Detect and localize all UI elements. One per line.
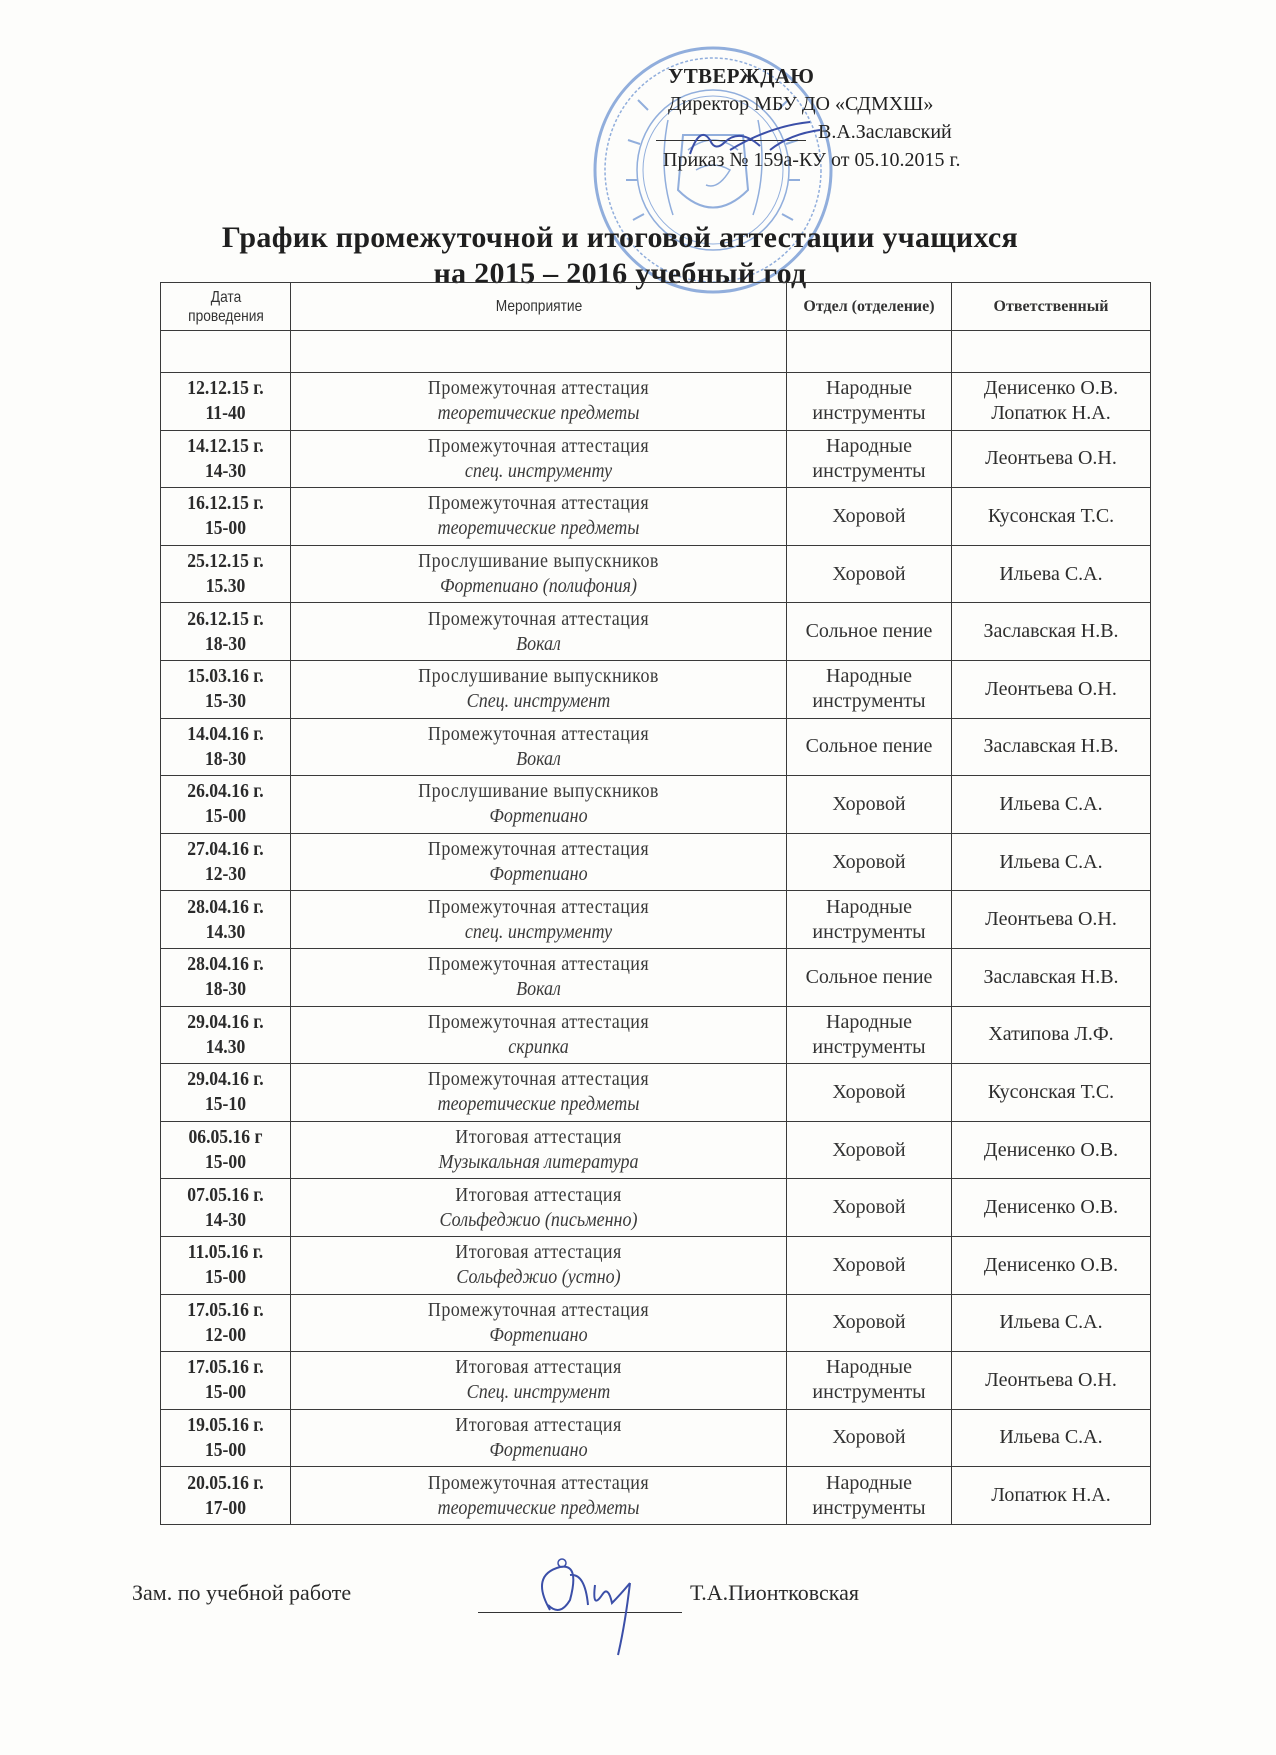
cell-date (161, 1352, 291, 1410)
cell-responsible: Заславская Н.В. (952, 718, 1151, 776)
table-row (161, 603, 1151, 661)
cell-date (161, 1236, 291, 1294)
cell-responsible: Леонтьева О.Н. (952, 660, 1151, 718)
cell-date (161, 1294, 291, 1352)
time-value: 14-30 (204, 459, 247, 482)
cell-department: Народные инструменты (787, 430, 952, 488)
cell-department: Хоровой (787, 1121, 952, 1179)
date-value: 29.04.16 г. (187, 1010, 264, 1033)
cell-responsible: Заславская Н.В. (952, 603, 1151, 661)
cell-date (161, 1467, 291, 1525)
title-line-1: График промежуточной и итоговой аттестации учащихся (221, 221, 1019, 254)
cell-department: Народные инструменты (787, 1352, 952, 1410)
time-value: 12-00 (204, 1323, 247, 1346)
table-row (161, 373, 1151, 431)
date-value: 17.05.16 г. (187, 1298, 264, 1321)
header-department: Отдел (отделение) (787, 283, 952, 331)
time-value: 14.30 (205, 920, 246, 943)
event-subject: Фортепиано (489, 1438, 588, 1461)
director-signature-row (668, 118, 1028, 146)
cell-event (291, 776, 787, 834)
cell-event (291, 488, 787, 546)
cell-date (161, 1064, 291, 1122)
cell-event (291, 1064, 787, 1122)
event-kind: Итоговая аттестация (455, 1413, 622, 1436)
event-subject: Вокал (516, 747, 561, 770)
event-kind: Промежуточная аттестация (427, 722, 650, 745)
cell-date (161, 891, 291, 949)
table-row (161, 430, 1151, 488)
table-row (161, 891, 1151, 949)
date-value: 16.12.15 г. (187, 492, 264, 515)
table-row (161, 718, 1151, 776)
date-value: 20.05.16 г. (187, 1471, 264, 1494)
cell-responsible: Денисенко О.В. (952, 1179, 1151, 1237)
time-value: 15-00 (204, 1266, 247, 1289)
date-value: 06.05.16 г (188, 1126, 263, 1149)
event-subject: Фортепиано (489, 863, 588, 886)
cell-event (291, 430, 787, 488)
director-name: В.А.Заславский (818, 121, 952, 143)
event-kind: Промежуточная аттестация (427, 1471, 650, 1494)
table-row (161, 776, 1151, 834)
cell-date (161, 430, 291, 488)
date-value: 07.05.16 г. (187, 1183, 264, 1206)
table-row (161, 1006, 1151, 1064)
event-subject: спец. инструменту (464, 459, 613, 482)
time-value: 15-00 (204, 1438, 247, 1461)
time-value: 15-00 (204, 805, 247, 828)
deputy-signature (500, 1555, 700, 1665)
event-kind: Промежуточная аттестация (427, 492, 650, 515)
header-responsible: Ответственный (952, 283, 1151, 331)
cell-date (161, 488, 291, 546)
date-value: 19.05.16 г. (187, 1413, 264, 1436)
event-subject: Сольфеджио (письменно) (439, 1208, 638, 1231)
event-subject: теоретические предметы (437, 1496, 640, 1519)
cell-department: Народные инструменты (787, 373, 952, 431)
time-value: 14-30 (204, 1208, 247, 1231)
deputy-position: Зам. по учебной работе (132, 1580, 352, 1605)
table-row (161, 488, 1151, 546)
cell-responsible: Ильева С.А. (952, 776, 1151, 834)
time-value: 18-30 (204, 978, 247, 1001)
cell-event (291, 891, 787, 949)
signature-line (656, 140, 806, 141)
cell-responsible: Леонтьева О.Н. (952, 1352, 1151, 1410)
cell-department: Народные инструменты (787, 1467, 952, 1525)
cell-date (161, 948, 291, 1006)
cell-department: Народные инструменты (787, 891, 952, 949)
table-row (161, 1409, 1151, 1467)
event-subject: скрипка (508, 1035, 569, 1058)
cell-date (161, 1006, 291, 1064)
event-kind: Прослушивание выпускников (418, 780, 659, 803)
deputy-signature-line (478, 1612, 682, 1613)
cell-responsible: Кусонская Т.С. (952, 488, 1151, 546)
date-value: 14.04.16 г. (187, 722, 264, 745)
cell-department: Сольное пение (787, 948, 952, 1006)
deputy-name: Т.А.Пионтковская (690, 1580, 860, 1605)
cell-department: Хоровой (787, 488, 952, 546)
cell-event (291, 545, 787, 603)
cell-date (161, 373, 291, 431)
cell-responsible: Денисенко О.В. Лопатюк Н.А. (952, 373, 1151, 431)
cell-department: Хоровой (787, 1294, 952, 1352)
cell-department: Сольное пение (787, 603, 952, 661)
date-value: 11.05.16 г. (187, 1241, 264, 1264)
director-position: Директор МБУ ДО «СДМХШ» (668, 93, 934, 115)
title-line-2: на 2015 – 2016 учебный год (433, 257, 807, 290)
cell-responsible: Денисенко О.В. (952, 1121, 1151, 1179)
event-kind: Промежуточная аттестация (427, 953, 650, 976)
date-value: 15.03.16 г. (187, 665, 264, 688)
time-value: 18-30 (204, 632, 247, 655)
header-event: Мероприятие (325, 283, 752, 331)
cell-responsible: Заславская Н.В. (952, 948, 1151, 1006)
cell-event (291, 1467, 787, 1525)
cell-date (161, 776, 291, 834)
table-row (161, 660, 1151, 718)
time-value: 17-00 (204, 1496, 247, 1519)
approval-heading: УТВЕРЖДАЮ (668, 64, 815, 88)
table-row (161, 1467, 1151, 1525)
table-row (161, 833, 1151, 891)
date-value: 26.12.15 г. (187, 607, 264, 630)
table-row (161, 1294, 1151, 1352)
time-value: 15-30 (204, 690, 247, 713)
date-value: 28.04.16 г. (187, 895, 264, 918)
cell-event (291, 1409, 787, 1467)
cell-event (291, 1352, 787, 1410)
table-row (161, 1179, 1151, 1237)
cell-responsible: Ильева С.А. (952, 1294, 1151, 1352)
time-value: 15-10 (204, 1093, 247, 1116)
time-value: 11-40 (205, 402, 246, 425)
event-kind: Итоговая аттестация (455, 1126, 622, 1149)
cell-date (161, 545, 291, 603)
table-row (161, 1064, 1151, 1122)
cell-responsible: Ильева С.А. (952, 833, 1151, 891)
cell-date (161, 718, 291, 776)
table-row (161, 1236, 1151, 1294)
date-value: 26.04.16 г. (187, 780, 264, 803)
event-subject: Вокал (516, 632, 561, 655)
cell-responsible: Денисенко О.В. (952, 1236, 1151, 1294)
cell-department: Хоровой (787, 1236, 952, 1294)
header-date: Дата проведения (170, 283, 282, 331)
cell-department: Хоровой (787, 776, 952, 834)
event-subject: Вокал (516, 978, 561, 1001)
date-value: 28.04.16 г. (187, 953, 264, 976)
event-kind: Итоговая аттестация (455, 1183, 622, 1206)
cell-department: Хоровой (787, 833, 952, 891)
event-kind: Промежуточная аттестация (427, 377, 650, 400)
event-subject: теоретические предметы (437, 1093, 640, 1116)
cell-responsible: Леонтьева О.Н. (952, 891, 1151, 949)
table-header-row (161, 283, 1151, 331)
cell-event (291, 948, 787, 1006)
cell-department: Сольное пение (787, 718, 952, 776)
cell-event (291, 718, 787, 776)
event-kind: Итоговая аттестация (455, 1241, 622, 1264)
table-row (161, 1352, 1151, 1410)
event-subject: теоретические предметы (437, 402, 640, 425)
event-subject: Фортепиано (489, 805, 588, 828)
cell-department: Народные инструменты (787, 660, 952, 718)
event-subject: спец. инструменту (464, 920, 613, 943)
cell-event (291, 1179, 787, 1237)
event-kind: Промежуточная аттестация (427, 1068, 650, 1091)
approval-order: Приказ № 159а-КУ от 05.10.2015 г. (663, 149, 961, 171)
time-value: 15-00 (204, 517, 247, 540)
cell-department: Хоровой (787, 1179, 952, 1237)
event-subject: Музыкальная литература (438, 1151, 639, 1174)
date-value: 25.12.15 г. (187, 550, 264, 573)
table-row (161, 1121, 1151, 1179)
blank-cell (161, 331, 291, 373)
cell-date (161, 1121, 291, 1179)
time-value: 12-30 (204, 863, 247, 886)
cell-department: Хоровой (787, 1409, 952, 1467)
cell-date (161, 1179, 291, 1237)
approval-block (663, 62, 1028, 174)
event-kind: Промежуточная аттестация (427, 895, 650, 918)
event-kind: Промежуточная аттестация (427, 1298, 650, 1321)
table-blank-row (161, 331, 1151, 373)
event-subject: Спец. инструмент (466, 690, 611, 713)
cell-event (291, 1121, 787, 1179)
cell-date (161, 603, 291, 661)
cell-responsible: Хатипова Л.Ф. (952, 1006, 1151, 1064)
date-value: 27.04.16 г. (187, 838, 264, 861)
cell-responsible: Ильева С.А. (952, 1409, 1151, 1467)
schedule-table (160, 282, 1151, 1525)
blank-cell (291, 331, 787, 373)
table-row (161, 948, 1151, 1006)
event-subject: Фортепиано (489, 1323, 588, 1346)
event-kind: Итоговая аттестация (455, 1356, 622, 1379)
cell-event (291, 1006, 787, 1064)
event-subject: Спец. инструмент (466, 1381, 611, 1404)
date-value: 17.05.16 г. (187, 1356, 264, 1379)
cell-date (161, 660, 291, 718)
cell-department: Народные инструменты (787, 1006, 952, 1064)
cell-event (291, 373, 787, 431)
cell-department: Хоровой (787, 545, 952, 603)
event-subject: Фортепиано (полифония) (440, 575, 637, 598)
cell-date (161, 833, 291, 891)
cell-date (161, 1409, 291, 1467)
cell-event (291, 603, 787, 661)
time-value: 18-30 (204, 747, 247, 770)
date-value: 29.04.16 г. (187, 1068, 264, 1091)
event-subject: теоретические предметы (437, 517, 640, 540)
event-subject: Сольфеджио (устно) (456, 1266, 621, 1289)
time-value: 15-00 (204, 1381, 247, 1404)
cell-responsible: Лопатюк Н.А. (952, 1467, 1151, 1525)
cell-responsible: Ильева С.А. (952, 545, 1151, 603)
event-kind: Прослушивание выпускников (418, 550, 659, 573)
time-value: 15-00 (204, 1151, 247, 1174)
cell-responsible: Леонтьева О.Н. (952, 430, 1151, 488)
event-kind: Промежуточная аттестация (427, 607, 650, 630)
cell-responsible: Кусонская Т.С. (952, 1064, 1151, 1122)
event-kind: Прослушивание выпускников (418, 665, 659, 688)
table-row (161, 545, 1151, 603)
blank-cell (787, 331, 952, 373)
cell-event (291, 660, 787, 718)
time-value: 15.30 (205, 575, 246, 598)
cell-department: Хоровой (787, 1064, 952, 1122)
blank-cell (952, 331, 1151, 373)
event-kind: Промежуточная аттестация (427, 838, 650, 861)
event-kind: Промежуточная аттестация (427, 434, 650, 457)
cell-event (291, 833, 787, 891)
date-value: 12.12.15 г. (187, 377, 264, 400)
cell-event (291, 1236, 787, 1294)
cell-event (291, 1294, 787, 1352)
event-kind: Промежуточная аттестация (427, 1010, 650, 1033)
time-value: 14.30 (205, 1035, 246, 1058)
date-value: 14.12.15 г. (187, 434, 264, 457)
